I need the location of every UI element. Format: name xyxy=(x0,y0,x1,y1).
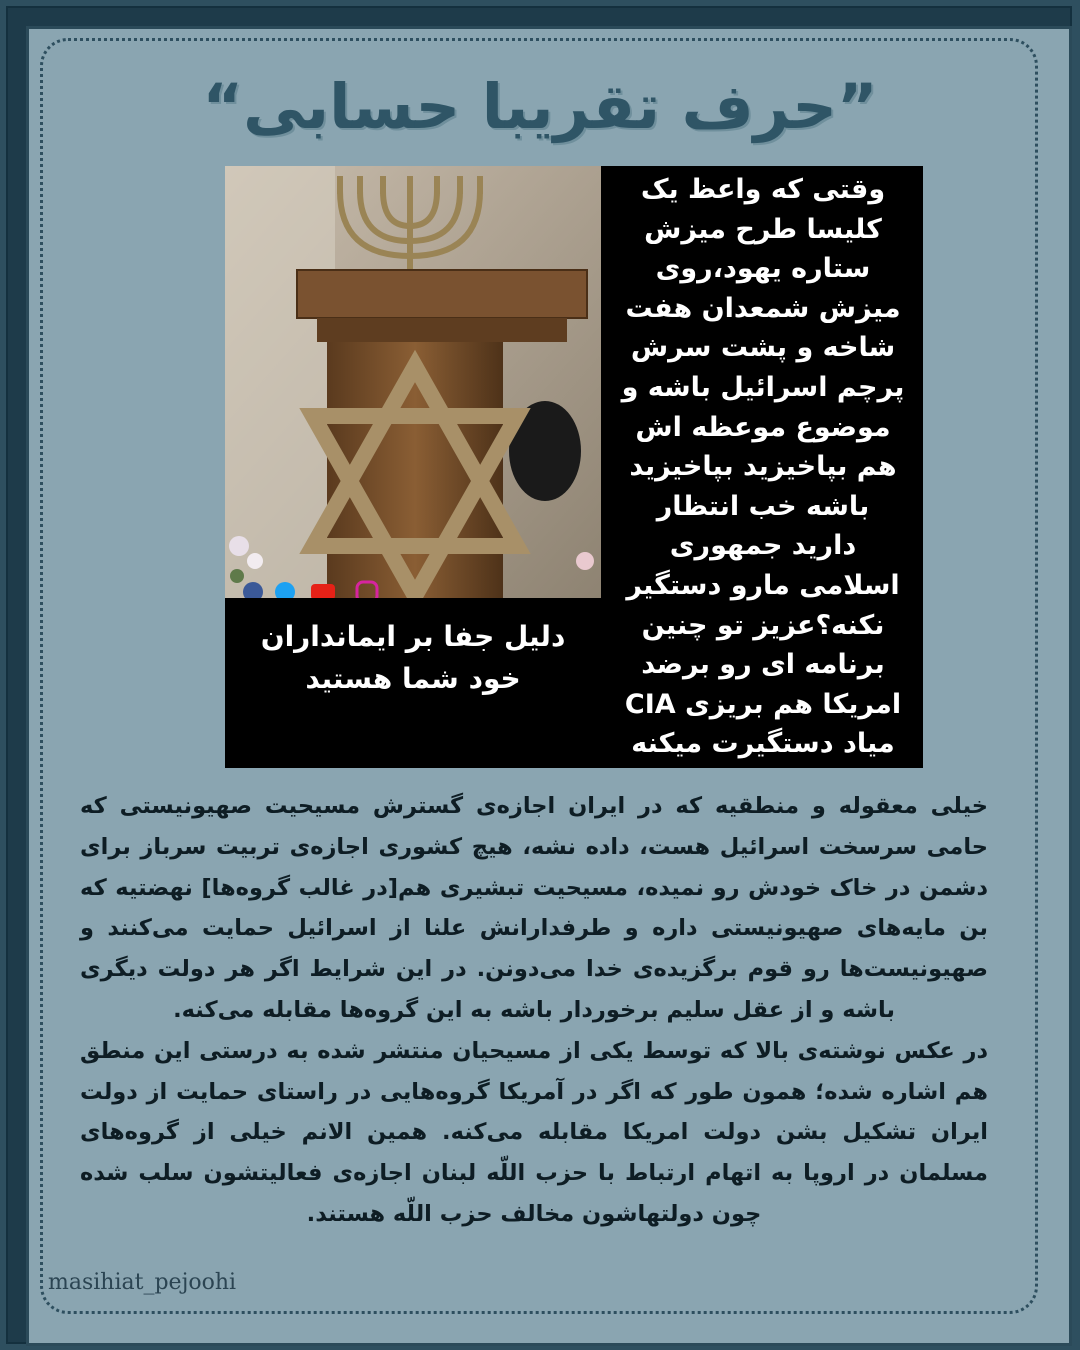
caption-line: ستاره یهود،روی xyxy=(655,253,871,285)
caption-line: خود شما هستید xyxy=(305,662,521,695)
caption-line: پرچم اسرائیل باشه و xyxy=(621,371,905,403)
caption-line: نکنه؟عزیز تو چنین xyxy=(641,609,885,641)
paragraph-2: در عکس نوشته‌ی بالا که توسط یکی از مسیحیان منتشر شده به درستی این منطق هم اشاره شده؛ همون طور که اگر در آمریکا گروه‌هایی در راستای حمایت از دولت ایران تشکیل بشن دولت امریکا مقابله می‌کنه. همین الانم خیلی از گروه‌های مسلمان در اروپا به اتهام ارتباط با حزب اللّه لبنان اجازه‌ی فعالیتشون سلب شده چون دولتهاشون مخالف حزب اللّه هستند. xyxy=(80,1037,988,1227)
image-panel xyxy=(225,166,923,768)
caption-line: دارید جمهوری xyxy=(669,530,857,562)
image-caption-left xyxy=(225,616,601,700)
youtube-icon xyxy=(311,584,335,598)
caption-line: کلیسا طرح میزش xyxy=(644,213,882,245)
caption-line: برنامه ای رو برضد xyxy=(641,649,885,681)
image-caption-right xyxy=(605,170,921,766)
caption-line: اسلامی مارو دستگیر xyxy=(626,569,900,601)
paragraph-1: خیلی معقوله و منطقیه که در ایران اجازه‌ی گسترش مسیحیت صهیونیستی که حامی سرسخت اسرائیل هست، داده نشه، هیچ کشوری اجازه‌ی تربیت سرباز برای دشمن در خاک خودش رو نمیده، مسیحیت تبشیری هم[در غالب گروه‌ها] نهضتیه که بن مایه‌های صهیونیستی داره و طرفدارانش علنا از اسرائیل حمایت می‌کنند و صهیونیست‌ها رو قوم برگزیده‌ی خدا می‌دونن. در این شرایط اگر هر دولت دیگری باشه و از عقل سلیم برخوردار باشه به این گروه‌ها مقابله می‌کنه. xyxy=(80,793,988,1023)
caption-line: امریکا هم بریزی CIA xyxy=(624,688,902,720)
caption-line: موضوع موعظه اش xyxy=(635,411,891,443)
post-title: ”حرف تقریبا حسابی“ xyxy=(202,70,878,143)
watermark: masihiat_pejoohi xyxy=(48,1270,237,1295)
caption-line: وقتی که واعظ یک xyxy=(640,174,886,205)
caption-line: میزش شمعدان هفت xyxy=(625,292,901,324)
caption-line: میاد دستگیرت میکنه xyxy=(631,728,895,760)
caption-line: شاخه و پشت سرش xyxy=(630,332,896,364)
caption-line: هم بپاخیزید بپاخیزید xyxy=(629,451,897,483)
pulpit-illustration xyxy=(225,166,601,598)
pulpit-photo xyxy=(225,166,601,598)
caption-line: دلیل جفا بر ایمانداران xyxy=(260,620,566,653)
article-body xyxy=(80,786,988,1235)
caption-line: باشه خب انتظار xyxy=(656,490,870,522)
